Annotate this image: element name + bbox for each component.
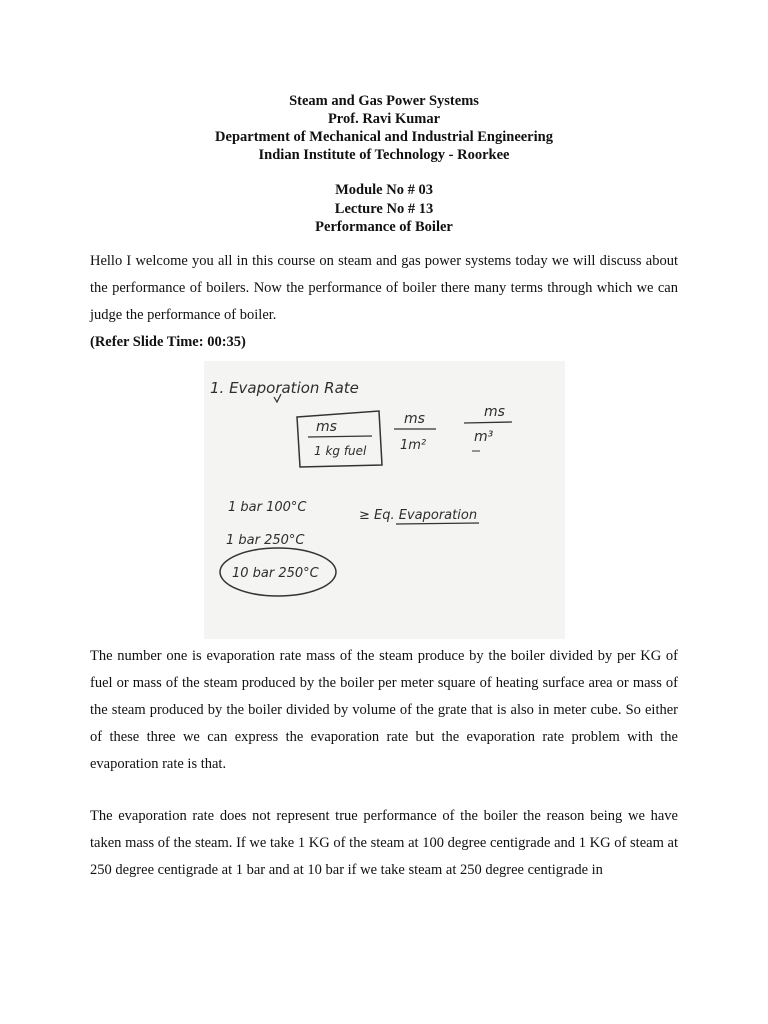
slide-row-2: 1 bar 250°C xyxy=(226,533,305,548)
fraction2-denominator: 1m² xyxy=(400,438,427,453)
lecture-slide-image xyxy=(204,361,565,639)
fraction-box xyxy=(297,411,382,467)
institute-name: Indian Institute of Technology - Roorkee xyxy=(258,147,510,163)
fraction2-numerator: ms xyxy=(404,411,425,427)
module-number: Module No # 03 xyxy=(335,182,433,198)
slide-heading: 1. Evaporation Rate xyxy=(210,379,359,397)
fraction1-numerator: ms xyxy=(316,419,337,435)
refer-slide-time: (Refer Slide Time: 00:35) xyxy=(90,334,246,350)
evaporation-rate-paragraph: The number one is evaporation rate mass of the steam produce by the boiler divided by per KG of fuel or mass of the steam produced by the boiler per meter square of heating surface area or mass of the steam produced by the boiler divided by volume of the grate that is also in meter cube. So either of these three we can express the evaporation rate but the evaporation rate problem with the evaporation rate is that. xyxy=(90,648,678,772)
fraction3-bar xyxy=(464,422,512,423)
slide-row-1-note: ≥ Eq. Evaporation xyxy=(359,508,478,523)
course-title: Steam and Gas Power Systems xyxy=(289,93,479,109)
fraction1-bar xyxy=(308,436,372,437)
true-performance-paragraph: The evaporation rate does not represent true performance of the boiler the reason being we have taken mass of the steam. If we take 1 KG of the steam at 100 degree centigrade and 1 KG of steam at 250 degree centigrade at 1 bar and at 10 bar if we take steam at 250 degree centigrade in xyxy=(90,808,678,878)
note-underline xyxy=(396,523,479,524)
lecture-number: Lecture No # 13 xyxy=(334,200,434,217)
fraction3-numerator: ms xyxy=(484,404,505,420)
module-block xyxy=(0,181,768,237)
intro-paragraph: Hello I welcome you all in this course on steam and gas power systems today we will discuss about the performance of boilers. Now the performance of boiler there many terms through which we can judge the performance of boiler. xyxy=(90,253,678,323)
fraction1-denominator: 1 kg fuel xyxy=(314,444,367,458)
department-name: Department of Mechanical and Industrial Engineering xyxy=(215,129,553,145)
slide-row-3: 10 bar 250°C xyxy=(232,566,319,581)
slide-row-1: 1 bar 100°C xyxy=(228,500,307,515)
approx-icon: ≥ xyxy=(359,508,375,523)
lecture-title: Performance of Boiler xyxy=(315,219,453,235)
document-header xyxy=(0,92,768,164)
professor-name: Prof. Ravi Kumar xyxy=(327,111,441,127)
fraction3-denominator: m³ xyxy=(474,429,494,445)
